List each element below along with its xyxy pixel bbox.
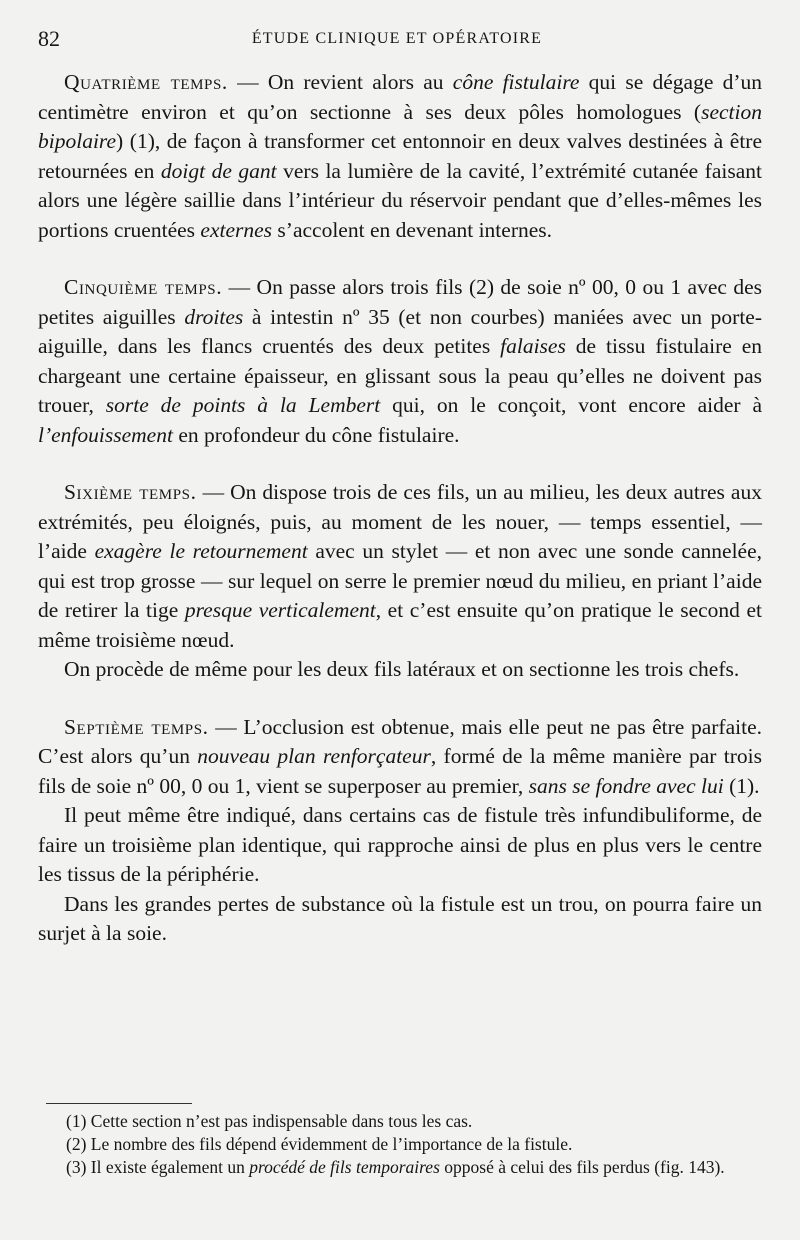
text-run: qui se dégage d’un centimètre environ et qu’on sectionne à ses deux pôles homologues ( (38, 70, 762, 124)
text-run: (3) Il existe également un (66, 1157, 250, 1177)
page-header (38, 26, 756, 56)
text-run: Il peut même être indiqué, dans certains cas de fistule très infundibuliforme, de faire un troisième plan identique, qui rapproche ainsi de plus en plus vers le centre les tissus de la périphérie. (38, 803, 762, 886)
text-run: qui, on le conçoit, vont encore aider à (380, 393, 762, 417)
section-heading: Septième temps. (64, 714, 209, 739)
paragraph (38, 68, 762, 245)
text-run: (1). (723, 773, 760, 798)
italic-run: exagère le retournement (94, 539, 308, 563)
italic-run: doigt de gant (160, 158, 277, 183)
text-run: , formé de la même manière par trois fils de soie nº 00, 0 ou 1, vient se superposer au premier, (38, 744, 762, 798)
text-run: ) (1), de façon à transformer cet entonnoir en deux valves destinées à être retournées en (38, 129, 762, 183)
running-title: ÉTUDE CLINIQUE ET OPÉRATOIRE (251, 30, 543, 47)
italic-run: nouveau plan renforçateur (197, 744, 431, 768)
text-run: — L’occlusion est obtenue, mais elle peut ne pas être parfaite. C’est alors qu’un (38, 714, 762, 768)
italic-run: falaises (500, 334, 566, 358)
text-run: s’accolent en devenant internes. (272, 217, 553, 242)
paragraph (38, 801, 762, 890)
italic-run: droites (184, 304, 244, 329)
text-run: — On revient alors au (227, 70, 453, 94)
text-run: , et c’est ensuite qu’on pratique le second et même troisième nœud. (38, 598, 763, 652)
italic-run: sans se fondre avec lui (528, 773, 724, 798)
section-gap (38, 245, 762, 273)
text-run: opposé à celui des fils perdus (fig. 143). (439, 1157, 725, 1177)
paragraph (38, 890, 762, 949)
section-gap (38, 450, 762, 478)
text-run: de tissu fistulaire en chargeant une certaine épaisseur, en glissant sous la peau qu’elles ne doivent pas trouer, (38, 334, 762, 417)
text-run: Dans les grandes pertes de substance où la fistule est un trou, on pourra faire un surjet à la soie. (38, 891, 762, 945)
italic-run: externes (200, 217, 273, 242)
text-run: (2) Le nombre des fils dépend évidemment de l’importance de la fistule. (66, 1134, 573, 1154)
italic-run: presque verticalement (184, 598, 376, 622)
paragraph (38, 655, 762, 685)
footnote (46, 1110, 762, 1133)
italic-run: l’enfouissement (38, 422, 173, 447)
footnotes (46, 1110, 762, 1179)
section-heading: Sixième temps. (64, 480, 197, 504)
text-run: (1) Cette section n’est pas indispensable dans tous les cas. (66, 1111, 473, 1131)
text-run: vers la lumière de la cavité, l’extrémité cutanée faisant alors une légère saillie dans l’intérieur du réservoir pendant que d’elles-mêmes les portions cruentées (38, 158, 762, 242)
section-heading: Cinquième temps. (64, 275, 223, 299)
text-run: en profondeur du cône fistulaire. (172, 422, 460, 447)
paragraph (38, 478, 762, 655)
text-run: — On dispose trois de ces fils, un au milieu, les deux autres aux extrémités, peu éloignés, puis, au moment de les nouer, — temps essentiel, — l’aide (38, 480, 762, 563)
page-number: 82 (38, 26, 60, 51)
text-run: à intestin nº 35 (et non courbes) maniées avec un porte-aiguille, dans les flancs cruentés des deux petites (38, 304, 762, 358)
paragraph (38, 713, 762, 802)
italic-run: cône fistulaire (452, 70, 580, 94)
text-run: avec un stylet — et non avec une sonde cannelée, qui est trop grosse — sur lequel on serre le premier nœud du milieu, en priant l’aide de retirer la tige (38, 539, 762, 622)
body-text (38, 68, 762, 949)
paragraph (38, 273, 762, 450)
footnote (46, 1133, 762, 1156)
section-gap (38, 685, 762, 713)
italic-run: sorte de points à la Lembert (105, 393, 381, 417)
footnote (46, 1156, 762, 1179)
text-run: On procède de même pour les deux fils latéraux et on sectionne les trois chefs. (64, 657, 740, 681)
footnote-divider (46, 1103, 192, 1104)
italic-run: procédé de fils temporaires (249, 1157, 440, 1177)
text-run: — On passe alors trois fils (2) de soie nº 00, 0 ou 1 avec des petites aiguilles (38, 275, 762, 329)
section-heading: Quatrième temps. (64, 70, 228, 94)
italic-run: section bipolaire (38, 99, 762, 153)
